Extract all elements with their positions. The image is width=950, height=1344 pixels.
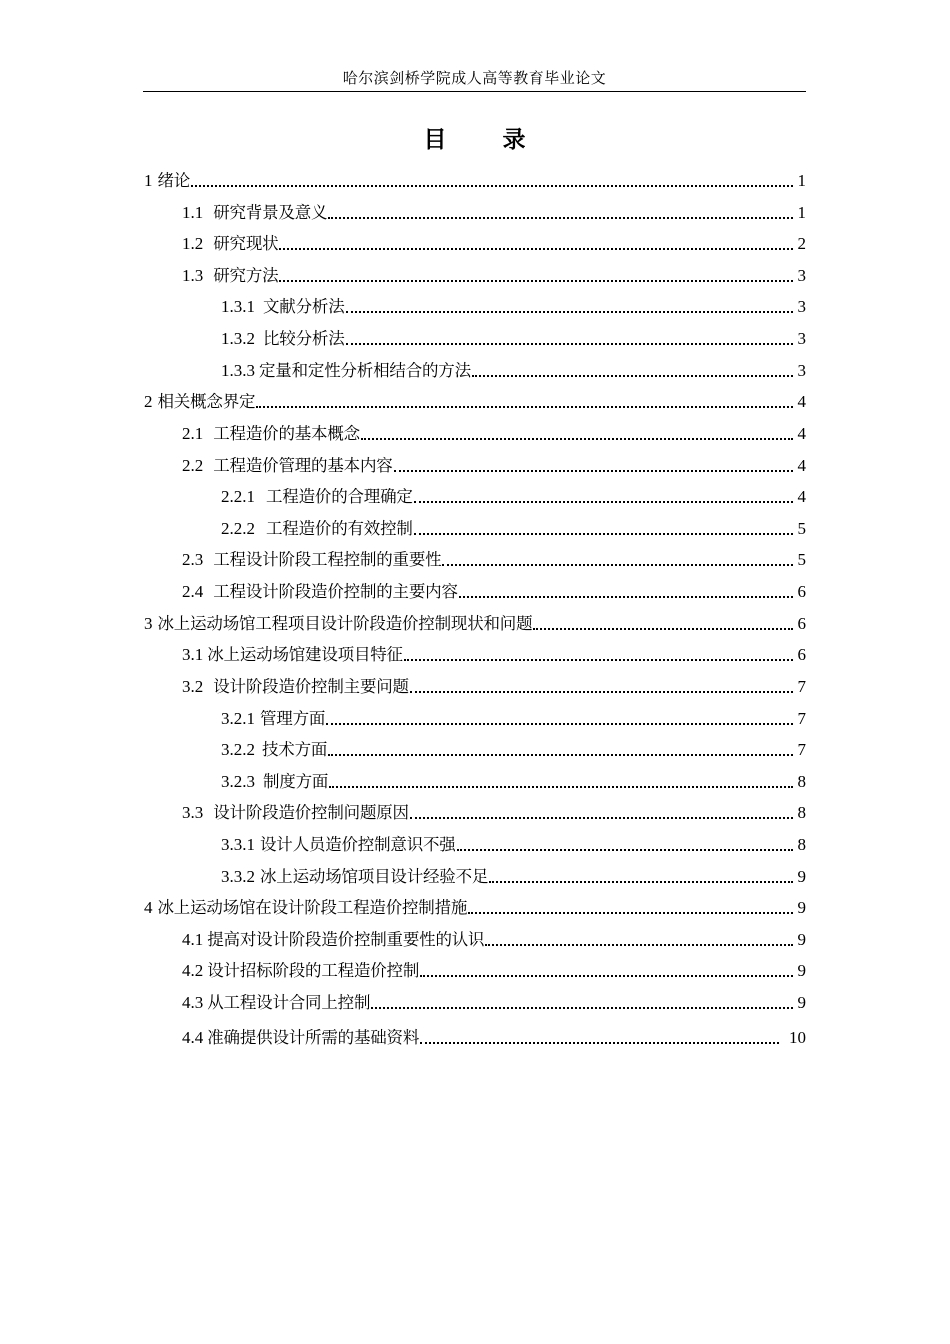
toc-entry-2-1[interactable] — [182, 415, 806, 445]
toc-entry-title: 技术方面 — [262, 740, 328, 759]
toc-entry-2[interactable] — [144, 383, 806, 413]
toc-entry-page: 6 — [797, 582, 806, 601]
toc-entry-title: 相关概念界定 — [157, 392, 256, 411]
toc-entry-1[interactable] — [144, 162, 806, 192]
toc-entry-number: 1.3.3 — [221, 361, 255, 380]
toc-entry-page: 6 — [797, 645, 806, 664]
toc-entry-title: 冰上运动场馆项目设计经验不足 — [260, 867, 489, 886]
toc-entry-page: 4 — [797, 392, 806, 411]
toc-entry-1-1[interactable] — [182, 194, 806, 224]
toc-entry-4-1[interactable] — [182, 921, 806, 951]
toc-entry-page: 9 — [797, 993, 806, 1012]
toc-entry-title: 设计招标阶段的工程造价控制 — [207, 961, 420, 980]
toc-entry-number: 3.2.3 — [221, 772, 255, 791]
toc-entry-title: 工程造价的合理确定 — [266, 487, 413, 506]
toc-entry-number: 2.2 — [182, 456, 204, 475]
toc-entry-title: 制度方面 — [263, 772, 329, 791]
toc-entry-4-2[interactable] — [182, 952, 806, 982]
toc-entry-page: 8 — [797, 835, 806, 854]
toc-entry-title: 从工程设计合同上控制 — [207, 993, 371, 1012]
dot-leader — [442, 564, 792, 566]
toc-entry-3-2[interactable] — [182, 668, 806, 698]
toc-title: 目 录 — [423, 127, 550, 153]
toc-entry-3[interactable] — [144, 605, 806, 635]
toc-entry-number: 3.3 — [182, 803, 204, 822]
toc-entry-number: 2.2.2 — [221, 519, 255, 538]
toc-entry-page: 8 — [797, 803, 806, 822]
toc-entry-title: 设计阶段造价控制主要问题 — [213, 677, 409, 696]
toc-entry-number: 2 — [144, 392, 153, 411]
dot-leader — [394, 470, 793, 472]
toc-entry-number: 1.2 — [182, 234, 204, 253]
toc-entry-number: 3.2 — [182, 677, 204, 696]
toc-entry-number: 3.2.2 — [221, 740, 255, 759]
toc-entry-2-2-2[interactable] — [221, 510, 806, 540]
toc-entry-number: 3.3.2 — [221, 867, 255, 886]
toc-entry-page: 1 — [797, 171, 806, 190]
toc-entry-page: 9 — [797, 898, 806, 917]
toc-entry-4[interactable] — [144, 889, 806, 919]
dot-leader — [256, 406, 792, 408]
toc-entry-title: 绪论 — [157, 171, 191, 190]
toc-entry-number: 4.4 — [182, 1028, 204, 1047]
dot-leader — [410, 691, 793, 693]
toc-entry-3-1[interactable] — [182, 636, 806, 666]
dot-leader — [329, 786, 792, 788]
dot-leader — [404, 659, 793, 661]
toc-entry-page: 9 — [797, 867, 806, 886]
dot-leader — [328, 754, 792, 756]
toc-entry-title: 工程造价管理的基本内容 — [213, 456, 393, 475]
dot-leader — [361, 438, 793, 440]
toc-entry-title: 工程造价的有效控制 — [266, 519, 413, 538]
toc-entry-title: 冰上运动场馆工程项目设计阶段造价控制现状和问题 — [157, 614, 533, 633]
dot-leader — [414, 501, 793, 503]
toc-entry-2-2-1[interactable] — [221, 478, 806, 508]
dot-leader — [191, 185, 792, 187]
toc-entry-3-3[interactable] — [182, 794, 806, 824]
dot-leader — [326, 723, 792, 725]
toc-entry-page: 5 — [797, 550, 806, 569]
toc-entry-4-4[interactable] — [182, 1019, 806, 1049]
toc-entry-page: 7 — [797, 709, 806, 728]
toc-entry-number: 1 — [144, 171, 153, 190]
dot-leader — [279, 280, 792, 282]
toc-entry-page: 2 — [797, 234, 806, 253]
dot-leader — [414, 533, 793, 535]
dot-leader — [485, 944, 792, 946]
toc-entry-3-3-1[interactable] — [221, 826, 806, 856]
toc-entry-page: 6 — [797, 614, 806, 633]
toc-entry-3-2-3[interactable] — [221, 763, 806, 793]
toc-entry-number: 1.3 — [182, 266, 204, 285]
toc-entry-2-4[interactable] — [182, 573, 806, 603]
toc-entry-number: 1.3.1 — [221, 297, 255, 316]
toc-entry-title: 提高对设计阶段造价控制重要性的认识 — [207, 930, 485, 949]
toc-entry-number: 3.3.1 — [221, 835, 255, 854]
dot-leader — [410, 817, 793, 819]
toc-entry-title: 研究方法 — [213, 266, 279, 285]
toc-entry-page: 3 — [797, 329, 806, 348]
toc-entry-number: 4.2 — [182, 961, 204, 980]
toc-entry-page: 3 — [797, 361, 806, 380]
toc-entry-2-3[interactable] — [182, 541, 806, 571]
toc-entry-number: 4.1 — [182, 930, 204, 949]
toc-entry-number: 1.3.2 — [221, 329, 255, 348]
toc-entry-title: 设计人员造价控制意识不强 — [260, 835, 456, 854]
toc-entry-page: 7 — [797, 677, 806, 696]
toc-entry-title: 管理方面 — [260, 709, 326, 728]
dot-leader — [346, 311, 793, 313]
dot-leader — [346, 343, 793, 345]
toc-entry-title: 文献分析法 — [263, 297, 345, 316]
dot-leader — [468, 912, 792, 914]
dot-leader — [328, 217, 792, 219]
toc-entry-title: 冰上运动场馆在设计阶段工程造价控制措施 — [157, 898, 468, 917]
toc-entry-number: 2.3 — [182, 550, 204, 569]
toc-entry-page: 1 — [797, 203, 806, 222]
toc-entry-page: 9 — [797, 961, 806, 980]
toc-entry-1-3[interactable] — [182, 257, 806, 287]
toc-entry-3-2-1[interactable] — [221, 700, 806, 730]
toc-entry-page: 8 — [797, 772, 806, 791]
toc-entry-page: 5 — [797, 519, 806, 538]
toc-entry-1-3-2[interactable] — [221, 320, 806, 350]
toc-entry-3-3-2[interactable] — [221, 858, 806, 888]
toc-entry-number: 4.3 — [182, 993, 204, 1012]
dot-leader — [371, 1007, 792, 1009]
dot-leader — [472, 375, 793, 377]
toc-entry-title: 定量和定性分析相结合的方法 — [259, 361, 471, 380]
dot-leader — [457, 849, 793, 851]
toc-entry-title: 研究背景及意义 — [213, 203, 328, 222]
dot-leader — [420, 1042, 779, 1044]
toc-entry-number: 3 — [144, 614, 153, 633]
toc-entry-page: 4 — [797, 487, 806, 506]
toc-entry-number: 3.2.1 — [221, 709, 255, 728]
toc-entry-number: 2.4 — [182, 582, 204, 601]
toc-entry-page: 3 — [797, 266, 806, 285]
toc-entry-title: 冰上运动场馆建设项目特征 — [207, 645, 403, 664]
toc-entry-page: 9 — [797, 930, 806, 949]
toc-entry-title: 研究现状 — [213, 234, 279, 253]
toc-entry-title: 设计阶段造价控制问题原因 — [213, 803, 409, 822]
toc-entry-page: 4 — [797, 424, 806, 443]
toc-entry-title: 准确提供设计所需的基础资料 — [207, 1028, 420, 1047]
page-header: 哈尔滨剑桥学院成人高等教育毕业论文 — [342, 69, 607, 87]
toc-entry-page: 3 — [797, 297, 806, 316]
toc-entry-page: 4 — [797, 456, 806, 475]
toc-entry-title: 工程设计阶段工程控制的重要性 — [213, 550, 442, 569]
toc-entry-page: 10 — [789, 1028, 806, 1047]
dot-leader — [489, 881, 792, 883]
dot-leader — [533, 628, 792, 630]
dot-leader — [459, 596, 793, 598]
toc-entry-1-2[interactable] — [182, 225, 806, 255]
toc-entry-number: 2.2.1 — [221, 487, 255, 506]
dot-leader — [420, 975, 792, 977]
toc-entry-1-3-3[interactable] — [221, 352, 806, 382]
toc-entry-2-2[interactable] — [182, 447, 806, 477]
toc-entry-title: 工程造价的基本概念 — [213, 424, 360, 443]
dot-leader — [279, 248, 792, 250]
toc-entry-1-3-1[interactable] — [221, 288, 806, 318]
toc-entry-title: 工程设计阶段造价控制的主要内容 — [213, 582, 458, 601]
toc-entry-number: 3.1 — [182, 645, 204, 664]
toc-entry-number: 2.1 — [182, 424, 204, 443]
toc-entry-4-3[interactable] — [182, 984, 806, 1014]
toc-entry-title: 比较分析法 — [263, 329, 345, 348]
toc-entry-page: 7 — [797, 740, 806, 759]
toc-entry-number: 1.1 — [182, 203, 204, 222]
toc-entry-number: 4 — [144, 898, 153, 917]
toc-entry-3-2-2[interactable] — [221, 731, 806, 761]
